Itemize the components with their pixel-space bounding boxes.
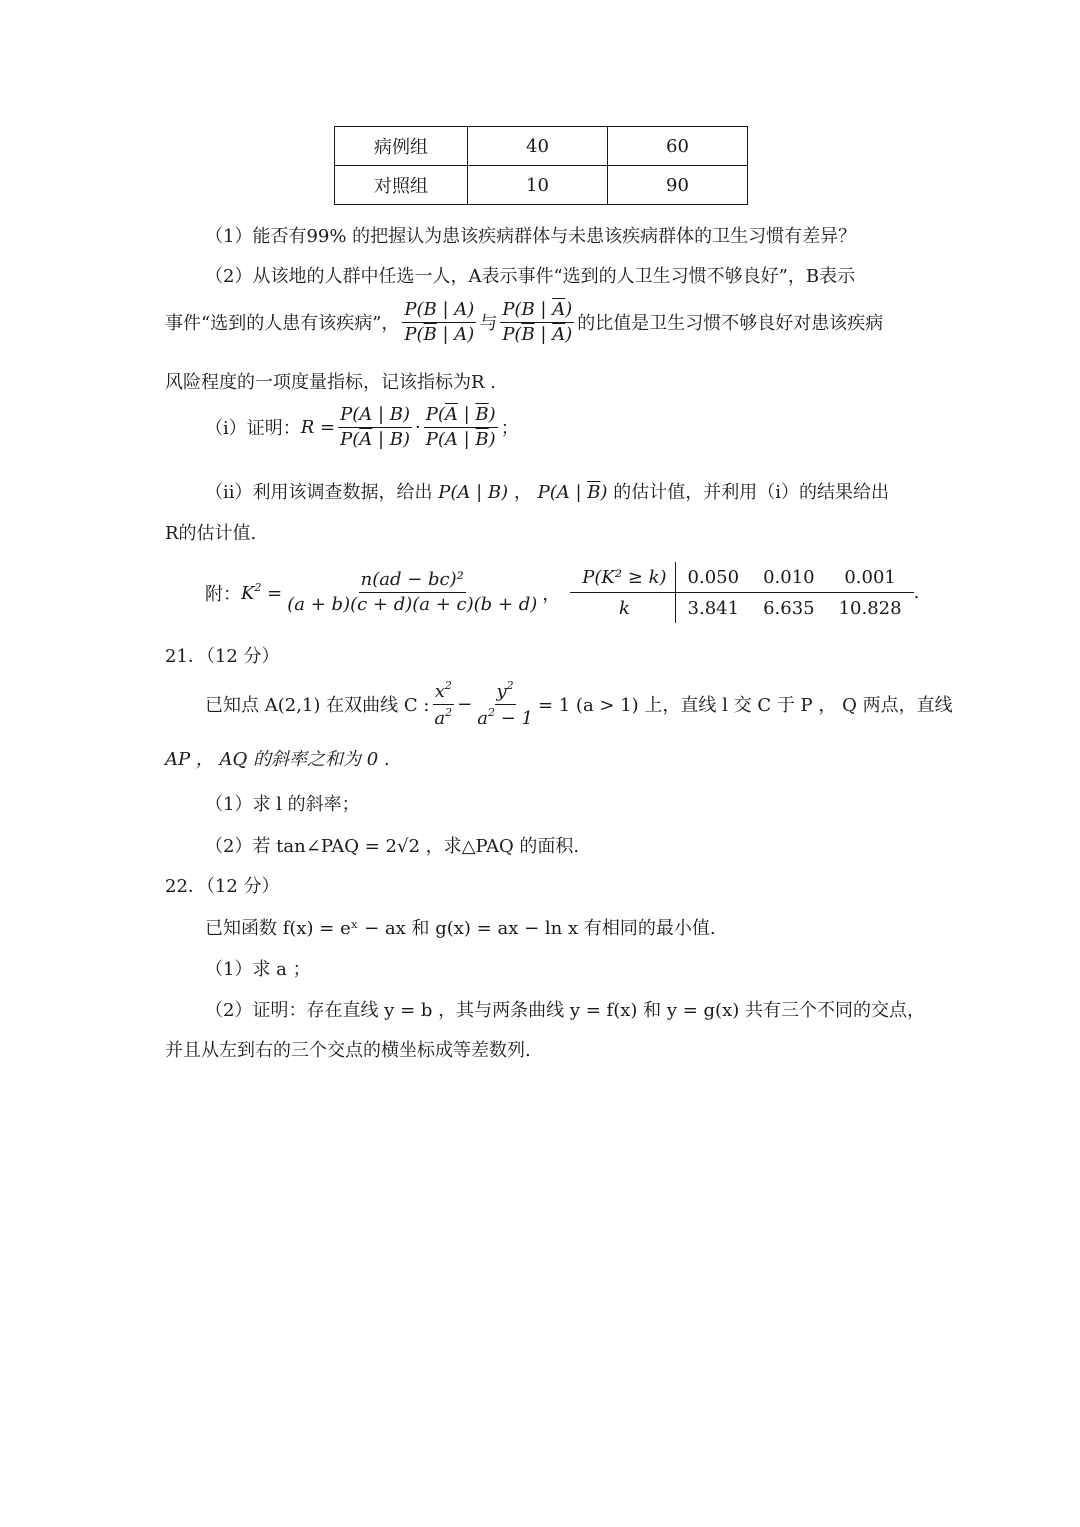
q20-proof-line: （i）证明： R = $\frac{P(A | B)}{P(\overline{A} | B)}$ · $\frac{P(\overline{A} | \overline{B})}{P(A | \overline{B})}$ ； (205, 404, 519, 450)
row-label: 对照组 (335, 166, 468, 205)
table-cell: 10 (468, 166, 608, 205)
q20-part2-line2 (165, 300, 883, 345)
q20-text: 的估计值，并利用（i）的结果给出 (613, 482, 890, 503)
q21-line1: 已知点 A(2,1) 在双曲线 C : $\frac{x^2}{a^2}$ − $\frac{y^2}{a^2 - 1}$ = 1 (a > 1) 上，直线 l 交 C 于 P ， Q 两点，直线 (205, 679, 953, 729)
q20-text: （ii）利用该调查数据，给出 (205, 482, 433, 503)
k2-numerator: n(ad − bc)² (359, 570, 466, 593)
table-cell: 3.841 (687, 597, 740, 619)
q20-text: 的比值是卫生习惯不够良好对患该疾病 (577, 313, 884, 335)
q22-line1: 已知函数 f(x) = eˣ − ax 和 g(x) = ax − ln x 有相同的最小值. (205, 918, 716, 939)
appendix-label: 附： (205, 583, 241, 605)
proof-label: （i）证明： (205, 418, 301, 440)
q21-line2: AP ， AQ 的斜率之和为 0 . (165, 749, 390, 770)
ratio-fraction-2: $\frac{P(B | \overline{A})}{P(\overline{B} | \overline{A})}$ (502, 299, 573, 345)
ratio-fraction-1: $\frac{P(B | A)}{P(\overline{B} | A)}$ (404, 299, 475, 345)
table-row (335, 127, 748, 166)
hyperbola-frac-1: $\frac{x^2}{a^2}$ (434, 679, 453, 729)
q21-text: = 1 (a > 1) 上，直线 l 交 C 于 P ， Q 两点，直线 (537, 695, 953, 717)
row-label: 病例组 (335, 127, 468, 166)
q21-text: 已知点 A(2,1) 在双曲线 C : (205, 695, 430, 717)
table-row (570, 593, 913, 624)
q20-part2-line1: （2）从该地的人群中任选一人，A表示事件“选到的人卫生习惯不够良好”，B表示 (205, 266, 856, 287)
crit-k: k (570, 593, 675, 624)
q20-part2-line3: 风险程度的一项度量指标，记该指标为R . (165, 372, 496, 393)
q22-part2-line1: （2）证明：存在直线 y = b ，其与两条曲线 y = f(x) 和 y = g(x) 共有三个不同的交点， (205, 1000, 925, 1021)
appendix: 附： $K^2$ = $\frac{\text{n(ad − bc)²}}{(a + b)(c + d)(a + c)(b + d)}$ ， P(K² ≥ k) 0.050 0.010 0.001 k 3.841 6.635 10.828 . (205, 562, 919, 623)
k2-denominator: (a + b)(c + d)(a + c)(b + d) (287, 594, 538, 615)
q20-part-ii-line2: R的估计值. (165, 523, 257, 544)
table-cell: 40 (468, 127, 608, 166)
q20-text: ， (513, 482, 532, 503)
hyperbola-frac-2: $\frac{y^2}{a^2 - 1}$ (477, 679, 533, 729)
table-cell: 0.050 (675, 562, 751, 593)
table-cell: 60 (608, 127, 748, 166)
proof-fraction-2: $\frac{P(\overline{A} | \overline{B})}{P(A | \overline{B})}$ (425, 404, 496, 450)
q20-part-ii-line1: （ii）利用该调查数据，给出 P(A | B) ， P(A | $\overline{B}$) 的估计值，并利用（i）的结果给出 (205, 482, 890, 503)
q21-heading: 21．（12 分） (165, 646, 280, 667)
q21-part1: （1）求 l 的斜率； (205, 794, 360, 815)
q20-text: 与 (479, 313, 498, 335)
crit-header: P(K² ≥ k) (570, 562, 675, 593)
q22-part1: （1）求 a ； (205, 959, 311, 980)
table-cell: 90 (608, 166, 748, 205)
k2-formula (285, 570, 539, 615)
q20-part1: （1）能否有99% 的把握认为患该疾病群体与未患该疾病群体的卫生习惯有差异？ (205, 226, 857, 247)
table-row (335, 166, 748, 205)
q21-part2: （2）若 tan∠PAQ = 2√2 ，求△PAQ 的面积. (205, 836, 580, 857)
critical-value-table (570, 562, 913, 623)
q22-heading: 22．（12 分） (165, 876, 280, 897)
table-cell: 10.828 (838, 597, 902, 619)
table-cell: 0.001 (827, 562, 914, 593)
contingency-table (334, 126, 748, 205)
table-cell: 0.010 (751, 562, 827, 593)
q20-text: 事件“选到的人患有该疾病”， (165, 313, 400, 335)
table-cell: 6.635 (763, 597, 815, 619)
q22-part2-line2: 并且从左到右的三个交点的横坐标成等差数列. (165, 1040, 531, 1061)
proof-fraction-1: $\frac{P(A | B)}{P(\overline{A} | B)}$ (340, 404, 411, 450)
table-row (570, 562, 913, 593)
